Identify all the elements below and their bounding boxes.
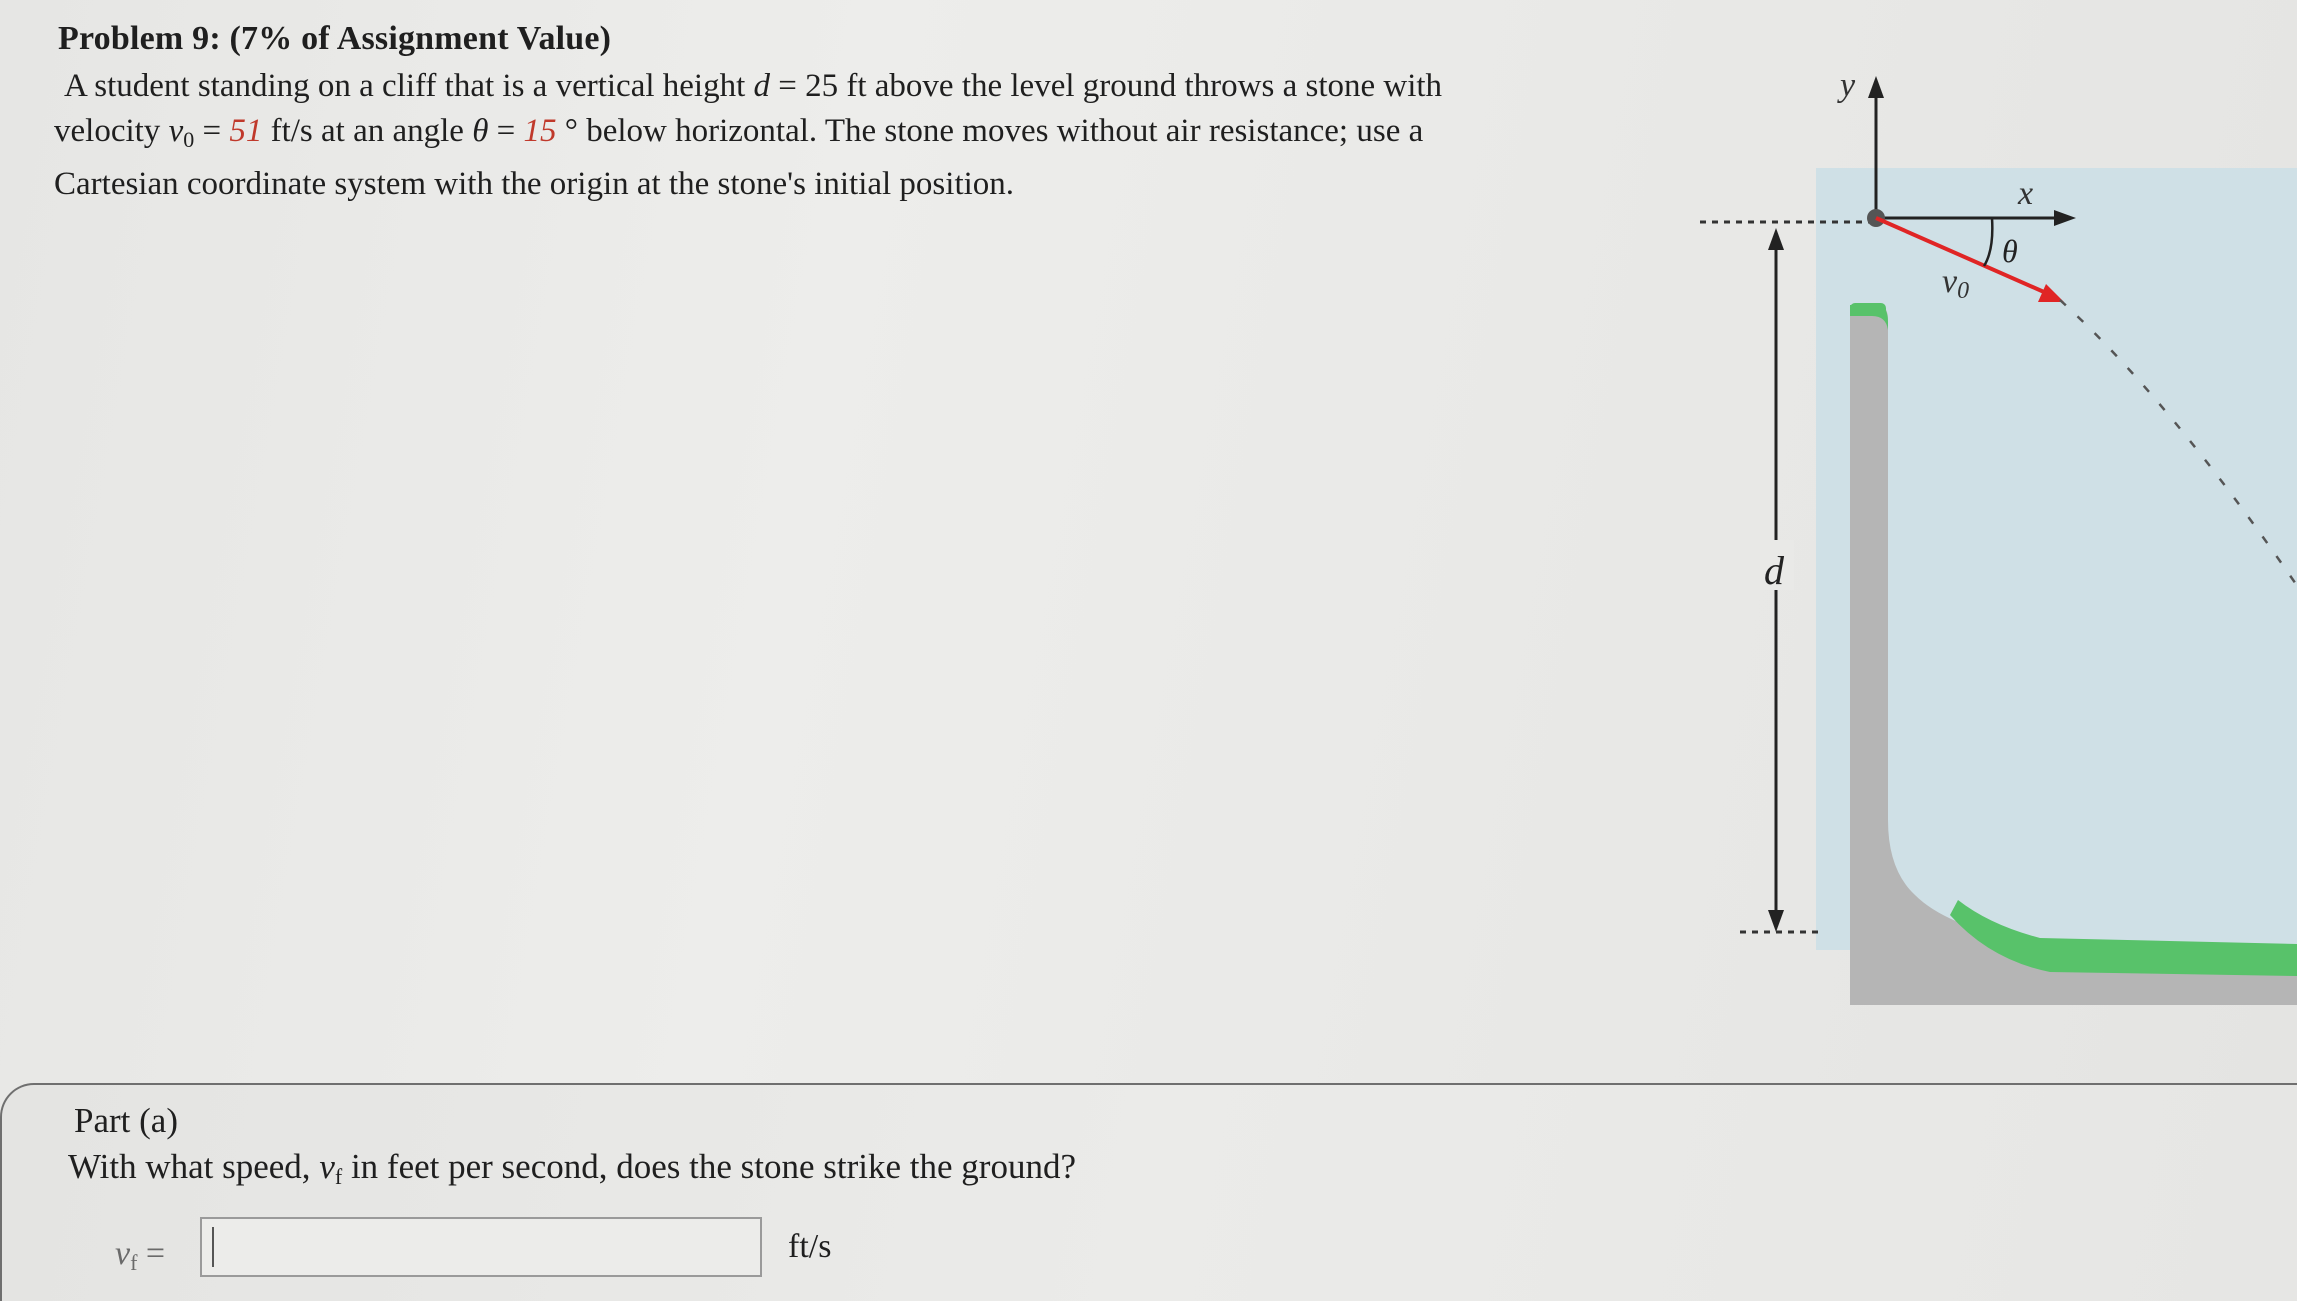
text-cursor xyxy=(212,1227,214,1267)
problem-line-1: A student standing on a cliff that is a vertical height d = 25 ft above the level ground throws a stone with xyxy=(64,68,1443,104)
part-a-title: Part (a) xyxy=(74,1101,178,1140)
theta-symbol: θ xyxy=(472,113,489,149)
vf-answer-input[interactable] xyxy=(200,1217,762,1277)
problem-line-3: Cartesian coordinate system with the origin at the stone's initial position. xyxy=(54,166,1015,202)
problem-line-2: velocity $v_0 = 51$ ft/s at an angle θ = 15 ° below horizontal. The stone moves without air resistance; use a xyxy=(54,113,1424,152)
answer-unit: ft/s xyxy=(788,1228,832,1265)
cliff-diagram xyxy=(1700,0,2297,1070)
v0-symbol: v xyxy=(168,113,184,149)
d-arrow-top xyxy=(1768,228,1784,250)
d-arrow-bottom xyxy=(1768,910,1784,932)
part-a-question: With what speed, $v_f$ in feet per second, does the stone strike the ground? xyxy=(68,1147,1076,1189)
part-a-panel xyxy=(0,1083,2297,1301)
problem-statement xyxy=(54,64,1654,207)
answer-label: $v_f$ = xyxy=(115,1235,166,1275)
vf-symbol: v xyxy=(319,1147,335,1186)
d-label: d xyxy=(1764,548,1784,593)
v0-value: 51 xyxy=(229,113,263,149)
theta-value: 15 xyxy=(523,113,557,149)
y-axis-label: y xyxy=(1840,67,1856,104)
v0-label: v0 xyxy=(1942,263,1970,304)
d-symbol: d xyxy=(753,68,770,104)
x-axis-label: x xyxy=(2018,175,2034,212)
y-axis-arrow xyxy=(1868,76,1884,98)
cliff-top-grass-strip xyxy=(1850,303,1886,315)
problem-title: Problem 9: (7% of Assignment Value) xyxy=(58,20,612,57)
theta-label: θ xyxy=(2002,233,2018,269)
